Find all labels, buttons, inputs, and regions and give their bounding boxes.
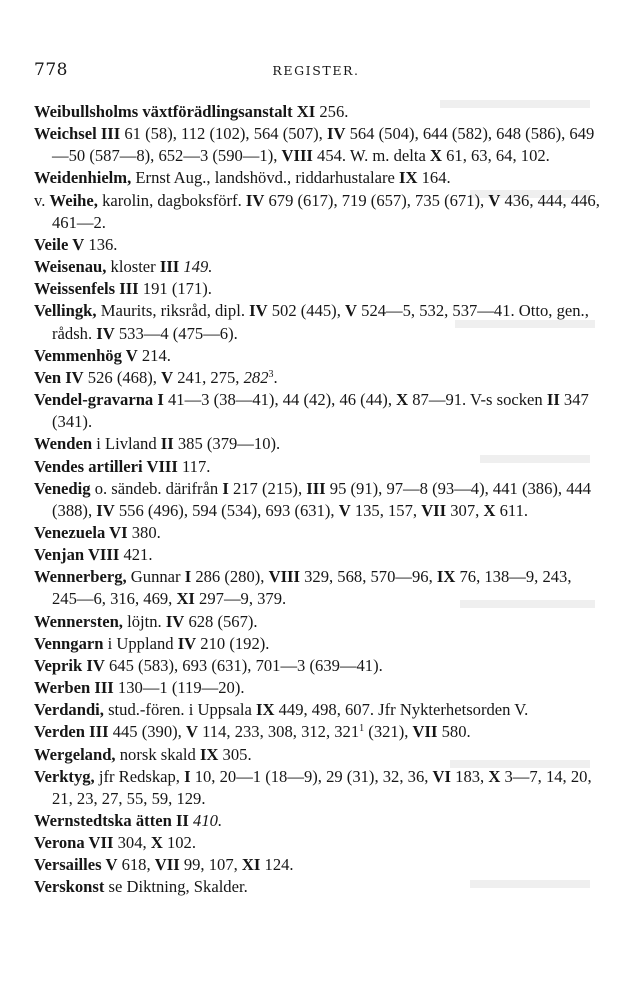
entry-segment: kloster: [106, 257, 160, 277]
entry-segment: .: [273, 367, 278, 387]
entry-segment: IX: [256, 700, 275, 720]
entry-segment: IV: [165, 611, 185, 631]
entry-segment: 214.: [137, 345, 171, 365]
entry-segment: 454. W. m. delta: [312, 146, 430, 166]
entry-segment: X: [396, 390, 409, 410]
entry-segment: XI: [176, 589, 195, 609]
entry-segment: 1: [359, 723, 365, 735]
entry-segment: 217 (215),: [228, 478, 307, 498]
entry-segment: VII: [421, 500, 447, 520]
entry-segment: 87—91. V-s socken: [408, 390, 547, 410]
register-entry: [34, 655, 600, 677]
entry-segment: 329, 568, 570—96,: [299, 567, 437, 587]
entry-segment: V: [185, 722, 198, 742]
register-entry: [34, 123, 600, 167]
register-entry: [34, 101, 600, 123]
entry-segment: IV: [245, 190, 265, 210]
entry-segment: o. sändeb. därifrån: [90, 478, 223, 498]
entry-segment: IV: [96, 323, 115, 343]
register-entry: [34, 611, 600, 633]
running-title: REGISTER.: [272, 63, 360, 78]
entry-segment: 99, 107,: [179, 855, 242, 875]
entry-segment: Weissenfels III: [34, 279, 139, 299]
entry-segment: 297—9, 379.: [194, 589, 287, 609]
entry-segment: 628 (567).: [184, 611, 258, 631]
entry-segment: 611.: [495, 500, 529, 520]
entry-segment: V: [338, 500, 351, 520]
entry-segment: stud.-fören. i Uppsala: [103, 700, 257, 720]
entry-segment: IV: [326, 124, 346, 144]
entry-segment: 385 (379—10).: [173, 434, 281, 454]
entry-segment: VI: [432, 766, 451, 786]
entry-segment: 164.: [417, 168, 451, 188]
register-entry: [34, 566, 600, 610]
entry-segment: karolin, dagboksförf.: [97, 190, 246, 210]
entry-segment: X: [488, 766, 501, 786]
entry-segment: 256.: [315, 102, 349, 121]
entry-segment: Verdandi,: [34, 700, 104, 720]
register-entry: [34, 234, 600, 256]
entry-segment: Weisenau,: [34, 257, 107, 277]
entry-segment: Vendes artilleri VIII: [34, 456, 178, 476]
entry-segment: Verskonst: [34, 877, 105, 897]
entry-segment: X: [429, 146, 442, 166]
entry-segment: IV: [177, 633, 197, 653]
entry-segment: 3: [268, 368, 274, 380]
register-entry: [34, 699, 600, 721]
register-entry: [34, 721, 600, 743]
entry-segment: IX: [436, 567, 456, 587]
entry-segment: 117.: [177, 456, 211, 476]
register-entry: [34, 522, 600, 544]
register-entry: [34, 854, 600, 876]
register-entry: [34, 832, 600, 854]
entry-segment: X: [483, 500, 496, 520]
entry-segment: Gunnar: [126, 567, 185, 587]
page-number: 778: [34, 60, 68, 80]
entry-segment: 191 (171).: [138, 279, 212, 299]
entry-segment: Ernst Aug., landshövd., riddarhustalare: [131, 168, 400, 188]
entry-segment: 10, 20—1 (18—9), 29 (31), 32, 36,: [190, 766, 433, 786]
entry-segment: Weibullsholms växtförädlingsanstalt XI: [34, 102, 316, 121]
register-entry: [34, 677, 600, 699]
entry-segment: 95 (91), 97—8 (93—4), 441 (386), 444 (388),: [52, 478, 592, 520]
register-entry: [34, 456, 600, 478]
entry-segment: IX: [399, 168, 418, 188]
register-entry: [34, 345, 600, 367]
entry-segment: 130—1 (119—20).: [113, 678, 245, 698]
entry-segment: VII: [154, 855, 180, 875]
entry-segment: II: [546, 390, 560, 410]
entry-segment: Venngarn: [34, 633, 104, 653]
entry-segment: 135, 157,: [350, 500, 422, 520]
entry-segment: V: [488, 190, 501, 210]
register-entry: [34, 766, 600, 810]
entry-segment: Veprik IV: [34, 655, 105, 675]
entry-segment: I: [184, 766, 191, 786]
entry-segment: 556 (496), 594 (534), 693 (631),: [114, 500, 339, 520]
register-entry: [34, 633, 600, 655]
page-header: [34, 60, 598, 86]
entry-segment: 445 (390),: [108, 722, 186, 742]
entry-segment: 210 (192).: [196, 633, 270, 653]
entry-segment: Wernstedtska ätten II: [34, 811, 189, 830]
register-entry: [34, 389, 600, 433]
register-entry: [34, 167, 600, 189]
entry-segment: Venjan VIII: [34, 545, 120, 565]
entry-segment: 347 (341).: [52, 390, 589, 432]
entry-segment: 41—3 (38—41), 44 (42), 46 (44),: [163, 390, 397, 410]
entry-segment: IV: [249, 301, 268, 321]
entry-segment: Venedig: [34, 478, 91, 498]
entry-segment: 183,: [451, 766, 489, 786]
entry-segment: 76, 138—9, 243, 245—6, 316, 469,: [52, 567, 572, 609]
entry-segment: 61, 63, 64, 102.: [441, 146, 550, 166]
entry-segment: Weidenhielm,: [34, 168, 132, 188]
entry-segment: Weichsel III: [34, 124, 121, 144]
entry-segment: 124.: [260, 855, 294, 875]
entry-segment: i Uppland: [103, 633, 178, 653]
entry-segment: 421.: [119, 545, 153, 565]
entry-segment: (321),: [364, 722, 413, 742]
entry-segment: X: [150, 833, 163, 853]
entry-segment: 449, 498, 607. Jfr Nykterhetsorden V.: [274, 700, 529, 720]
entry-segment: Ven IV: [34, 367, 84, 387]
entry-segment: Versailles V: [34, 855, 118, 875]
entry-segment: norsk skald: [115, 744, 200, 764]
register-entry: [34, 876, 600, 898]
entry-segment: I: [184, 567, 192, 587]
entry-segment: 102.: [162, 833, 196, 853]
entry-segment: VIII: [281, 146, 313, 166]
entry-segment: XI: [241, 855, 261, 875]
entry-segment: 136.: [84, 234, 118, 254]
entry-segment: 502 (445),: [267, 301, 346, 321]
entry-segment: 564 (504), 644 (582), 648 (586), 649—50 (587—8), 652—3 (590—1),: [52, 124, 595, 166]
entry-segment: Wergeland,: [34, 744, 116, 764]
entry-segment: 61 (58), 112 (102), 564 (507),: [120, 124, 327, 144]
entry-segment: II: [160, 434, 174, 454]
entry-segment: 436, 444, 446, 461—2.: [52, 190, 600, 232]
entry-segment: 149.: [183, 257, 213, 277]
entry-segment: VII: [412, 722, 438, 742]
register-entry: [34, 544, 600, 566]
entry-segment: 307,: [446, 500, 484, 520]
entry-segment: 618,: [117, 855, 155, 875]
entry-segment: 410.: [193, 811, 223, 830]
entry-segment: 533—4 (475—6).: [114, 323, 238, 343]
register-entry: [34, 744, 600, 766]
entry-segment: Verden III: [34, 722, 109, 742]
entry-segment: IX: [199, 744, 219, 764]
entry-segment: 526 (468),: [83, 367, 162, 387]
register-entry: [34, 300, 600, 344]
entry-segment: Maurits, riksråd, dipl.: [96, 301, 250, 321]
entry-segment: 524—5, 532, 537—41. Otto, gen., rådsh.: [52, 301, 589, 343]
entry-segment: 679 (617), 719 (657), 735 (671),: [264, 190, 489, 210]
entry-segment: v.: [34, 190, 50, 210]
entry-segment: Vemmenhög V: [34, 345, 138, 365]
entry-segment: 241, 275,: [173, 367, 244, 387]
register-entry: [34, 478, 600, 522]
entry-segment: i Livland: [92, 434, 161, 454]
entry-segment: 304,: [113, 833, 151, 853]
entry-segment: V: [161, 367, 174, 387]
entry-segment: 282: [243, 367, 269, 387]
register-entry: [34, 190, 600, 234]
entry-segment: 580.: [437, 722, 471, 742]
entry-segment: V: [345, 301, 357, 321]
register-entry: [34, 256, 600, 278]
entry-segment: Vellingk,: [34, 301, 97, 321]
entry-segment: 286 (280),: [191, 567, 269, 587]
entry-segment: III: [159, 257, 180, 277]
entry-segment: Verona VII: [34, 833, 114, 853]
entry-segment: Venezuela VI: [34, 522, 128, 542]
entry-segment: Wennerberg,: [34, 567, 127, 587]
entry-segment: 305.: [218, 744, 252, 764]
entry-segment: IV: [96, 500, 115, 520]
entry-segment: Verktyg,: [34, 766, 95, 786]
entry-segment: Weihe,: [49, 190, 98, 210]
entry-segment: 645 (583), 693 (631), 701—3 (639—41).: [104, 655, 383, 675]
entry-segment: Werben III: [34, 678, 114, 698]
entry-segment: Veile V: [34, 234, 85, 254]
entry-segment: 380.: [127, 522, 161, 542]
entry-segment: Vendel-gravarna I: [34, 390, 164, 410]
entry-segment: III: [306, 478, 326, 498]
entry-segment: I: [222, 478, 229, 498]
entry-segment: löjtn.: [122, 611, 166, 631]
register-entry: [34, 278, 600, 300]
register-entries: [34, 101, 600, 899]
register-entry: [34, 810, 600, 832]
entry-segment: Wennersten,: [34, 611, 123, 631]
entry-segment: 3—7, 14, 20, 21, 23, 27, 55, 59, 129.: [52, 766, 592, 808]
entry-segment: jfr Redskap,: [94, 766, 185, 786]
entry-segment: Wenden: [34, 434, 93, 454]
entry-segment: se Diktning, Skalder.: [104, 877, 248, 897]
register-entry: [34, 433, 600, 455]
entry-segment: VIII: [268, 567, 300, 587]
register-entry: [34, 367, 600, 389]
entry-segment: 114, 233, 308, 312, 321: [197, 722, 360, 742]
